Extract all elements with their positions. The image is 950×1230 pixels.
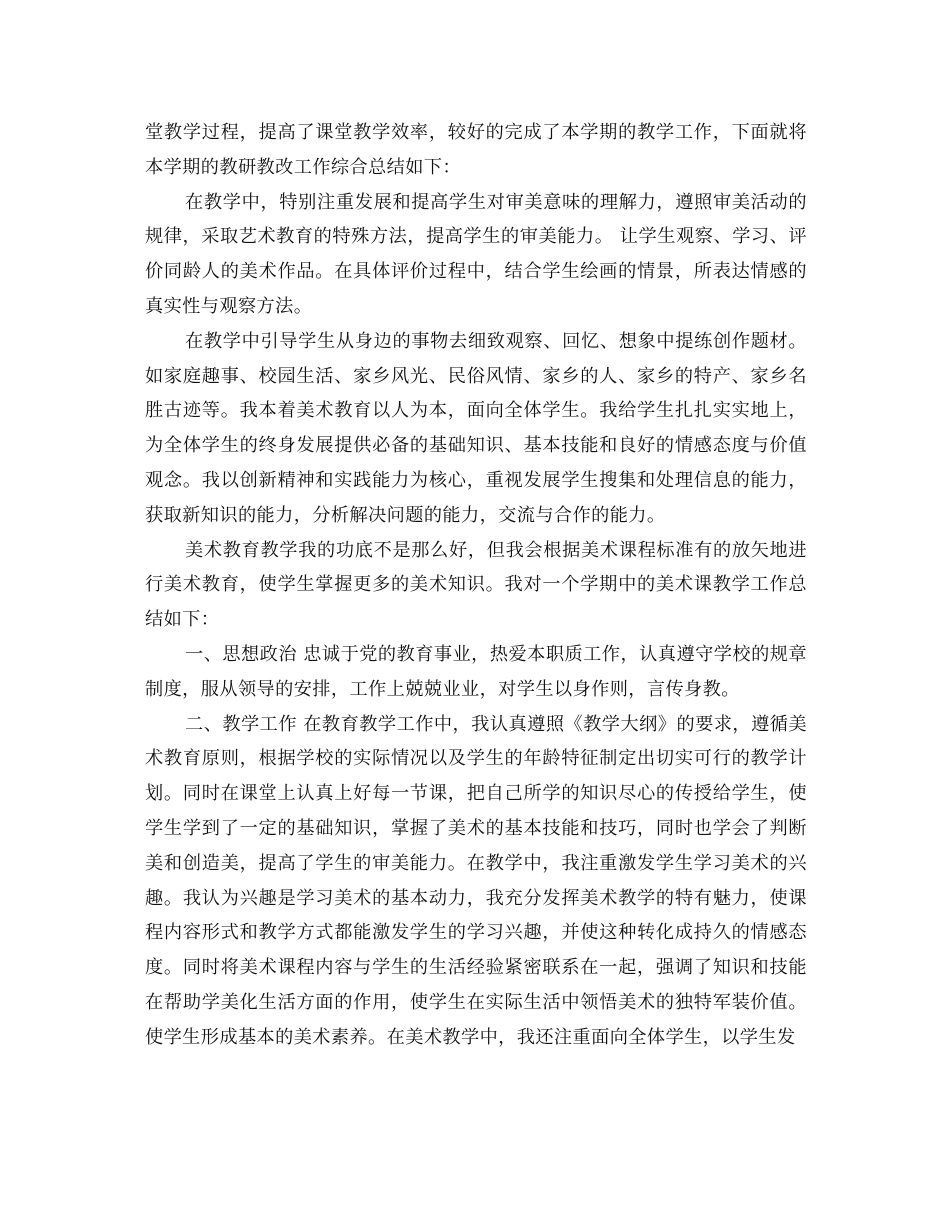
paragraph-political-thought: 一、思想政治 忠诚于党的教育事业，热爱本职质工作，认真遵守学校的规章制度，服从领导的安排，工作上兢兢业业，对学生以身作则，言传身教。 (145, 643, 807, 700)
paragraph-intro: 堂教学过程，提高了课堂教学效率，较好的完成了本学期的教学工作，下面就将本学期的教研教改工作综合总结如下： (145, 122, 807, 178)
paragraph-summary-intro: 美术教育教学我的功底不是那么好，但我会根据美术课程标准有的放矢地进行美术教育，使学生掌握更多的美术知识。我对一个学期中的美术课教学工作总结如下： (145, 539, 807, 631)
document-body (145, 116, 807, 1056)
paragraph-creative-themes: 在教学中引导学生从身边的事物去细致观察、回忆、想象中提练创作题材。如家庭趣事、校园生活、家乡风光、民俗风情、家乡的人、家乡的特产、家乡名胜古迹等。我本着美术教育以人为本，面向全体学生。我给学生扎扎实实地上，为全体学生的终身发展提供必备的基础知识、基本技能和良好的情感态度与价值观念。我以创新精神和实践能力为核心，重视发展学生搜集和处理信息的能力，获取新知识的能力，分析解决问题的能力，交流与合作的能力。 (145, 330, 807, 526)
paragraph-teaching-work: 二、教学工作 在教育教学工作中，我认真遵照《教学大纲》的要求，遵循美术教育原则，根据学校的实际情况以及学生的年龄特征制定出切实可行的教学计划。同时在课堂上认真上好每一节课，把自己所学的知识尽心的传授给学生，使学生学到了一定的基础知识，掌握了美术的基本技能和技巧，同时也学会了判断美和创造美，提高了学生的审美能力。在教学中，我注重激发学生学习美术的兴趣。我认为兴趣是学习美术的基本动力，我充分发挥美术教学的特有魅力，使课程内容形式和教学方式都能激发学生的学习兴趣，并使这种转化成持久的情感态度。同时将美术课程内容与学生的生活经验紧密联系在一起，强调了知识和技能在帮助学美化生活方面的作用，使学生在实际生活中领悟美术的独特军装价值。使学生形成基本的美术素养。在美术教学中，我还注重面向全体学生，以学生发 (145, 713, 807, 1048)
paragraph-aesthetic-teaching: 在教学中，特别注重发展和提高学生对审美意味的理解力，遵照审美活动的规律，采取艺术教育的特殊方法，提高学生的审美能力。 让学生观察、学习、评价同龄人的美术作品。在具体评价过程中，结合学生绘画的情景，所表达情感的真实性与观察方法。 (145, 191, 807, 317)
